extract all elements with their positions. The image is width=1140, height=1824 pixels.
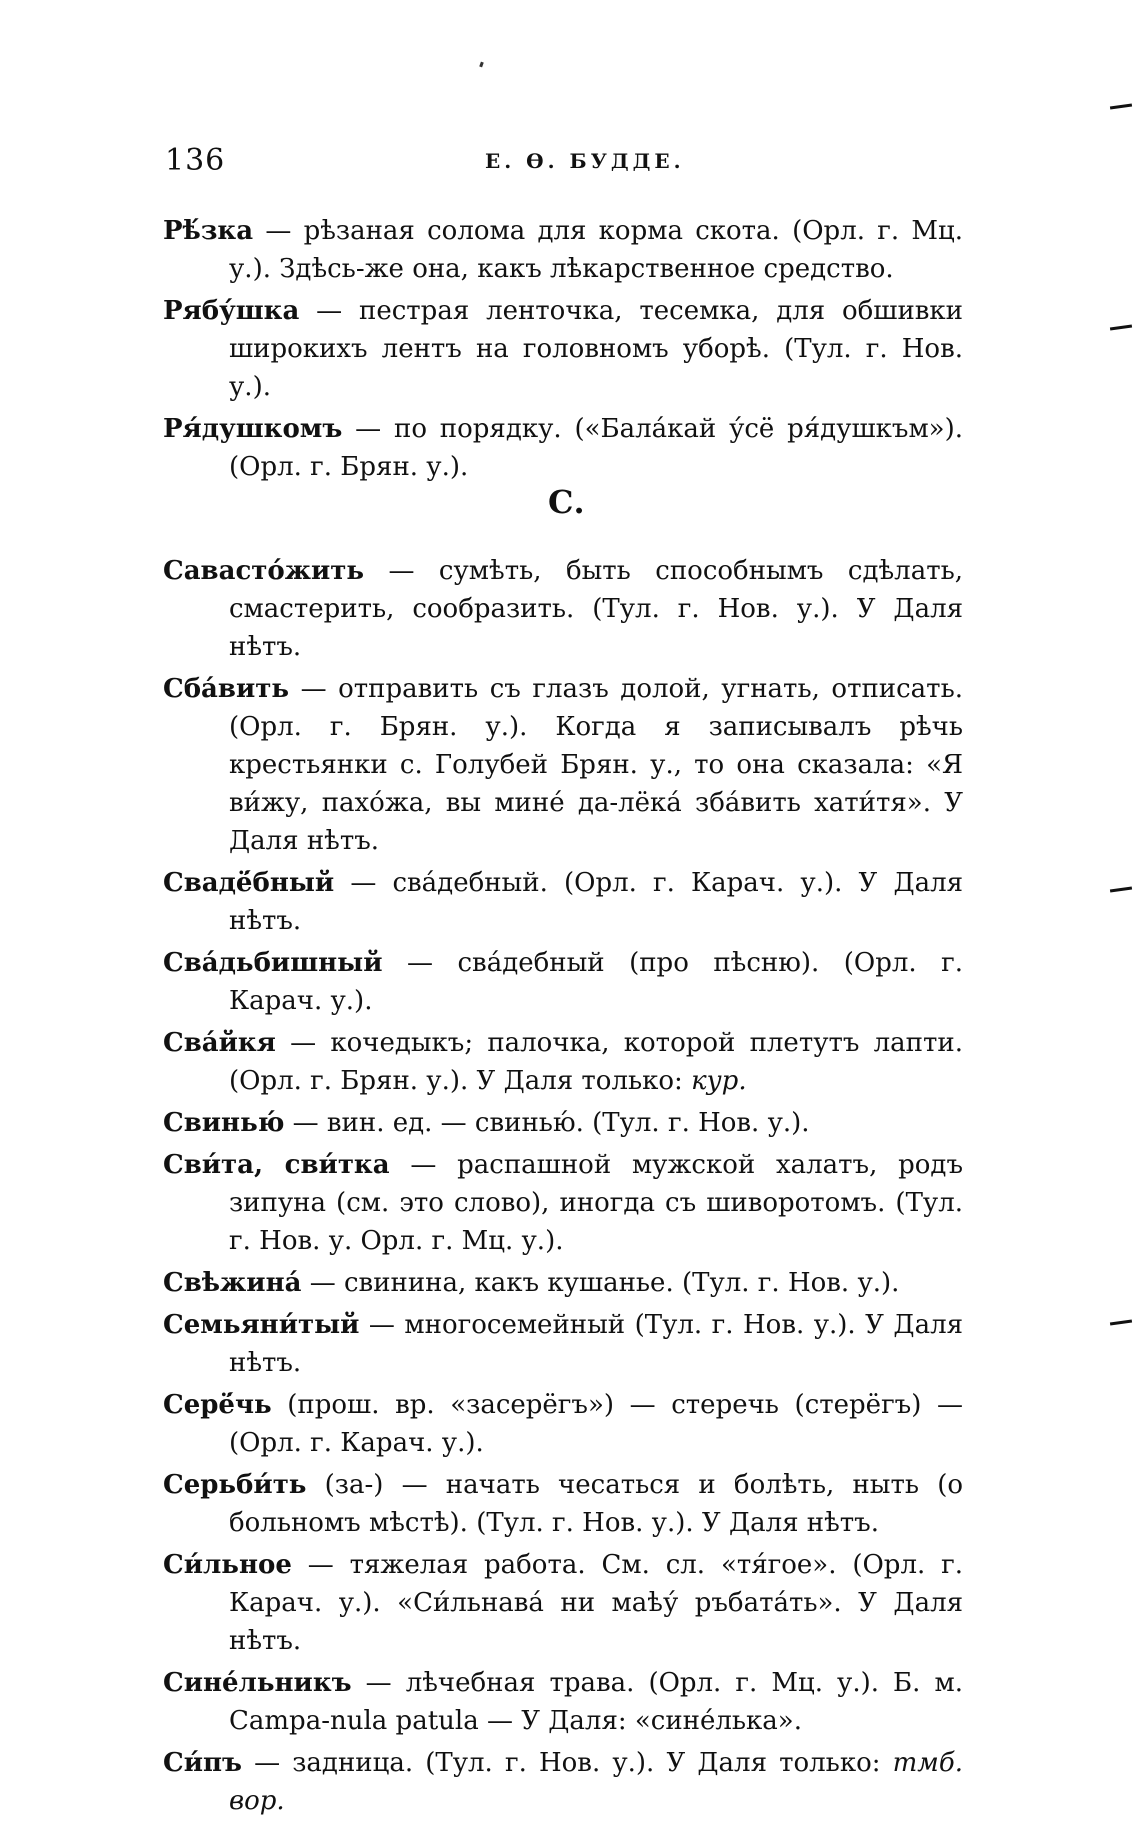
entry-definition: — свинина, какъ кушанье. (Тул. г. Нов. у.). xyxy=(301,1268,900,1298)
margin-scan-mark xyxy=(1110,1319,1132,1325)
entry-headword: Свадё́бный xyxy=(163,868,335,898)
entries-section-s xyxy=(163,552,963,1824)
dictionary-entry xyxy=(163,212,963,288)
running-head: Е. Ѳ. БУДДЕ. xyxy=(485,149,685,173)
entry-definition: (прош. вр. «засерёгъ») — стеречь (стерёгъ) — (Орл. г. Карач. у.). xyxy=(229,1390,963,1458)
dictionary-entry xyxy=(163,1546,963,1660)
entries-before-section xyxy=(163,212,963,490)
section-letter: С. xyxy=(548,483,585,521)
entry-headword: Си́пъ xyxy=(163,1748,242,1778)
entry-definition: — тяжелая работа. См. сл. «тя́гое». (Орл. г. Карач. у.). «Си́льнава́ ни маѣу́ ръбата́ть». У Даля нѣтъ. xyxy=(229,1550,963,1656)
entry-definition: — вин. ед. — свинью́. (Тул. г. Нов. у.). xyxy=(284,1108,810,1138)
margin-scan-mark xyxy=(1110,103,1132,109)
entry-definition: — распашной мужской халатъ, родъ зипуна (см. это слово), иногда съ шиворотомъ. (Тул. г. Нов. у. Орл. г. Мц. у.). xyxy=(229,1150,963,1256)
entry-headword: Ря́душкомъ xyxy=(163,414,343,444)
entry-definition: — лѣчебная трава. (Орл. г. Мц. у.). Б. м. Campa-nula patula — У Даля: «сине́лька». xyxy=(229,1668,963,1736)
entry-definition: — сва́дебный. (Орл. г. Карач. у.). У Даля нѣтъ. xyxy=(229,868,963,936)
entry-headword: Семьяни́тый xyxy=(163,1310,360,1340)
entry-headword: Рѣ́зка xyxy=(163,216,254,246)
dictionary-entry xyxy=(163,410,963,486)
dictionary-entry xyxy=(163,1104,963,1142)
margin-scan-mark xyxy=(1110,886,1132,892)
entry-headword: Сва́дьбишный xyxy=(163,948,383,978)
dictionary-entry xyxy=(163,944,963,1020)
entry-headword: Си́льное xyxy=(163,1550,292,1580)
entry-definition: — сва́дебный (про пѣсню). (Орл. г. Карач. у.). xyxy=(229,948,963,1016)
scan-speck xyxy=(479,62,484,68)
dictionary-entry xyxy=(163,292,963,406)
entry-headword: Сва́йкя xyxy=(163,1028,276,1058)
entry-headword: Серё́чь xyxy=(163,1390,272,1420)
entry-headword: Серьби́ть xyxy=(163,1470,307,1500)
dictionary-entry xyxy=(163,864,963,940)
entry-definition: (за-) — начать чесаться и болѣть, ныть (о больномъ мѣстѣ). (Тул. г. Нов. у.). У Даля нѣтъ. xyxy=(229,1470,963,1538)
entry-headword: Савасто́жить xyxy=(163,556,365,586)
page-number: 136 xyxy=(165,143,226,178)
entry-headword: Сви́та, сви́тка xyxy=(163,1150,390,1180)
dictionary-entry xyxy=(163,1306,963,1382)
entry-definition: — сумѣть, быть способнымъ сдѣлать, смастерить, сообразить. (Тул. г. Нов. у.). У Даля нѣтъ. xyxy=(229,556,963,662)
entry-definition: — по порядку. («Бала́кай у́сё ря́душкъм»). (Орл. г. Брян. у.). xyxy=(229,414,963,482)
entry-definition: — многосемейный (Тул. г. Нов. у.). У Даля нѣтъ. xyxy=(229,1310,963,1378)
margin-scan-mark xyxy=(1110,324,1132,330)
entry-headword: Сине́льникъ xyxy=(163,1668,352,1698)
dictionary-entry xyxy=(163,1664,963,1740)
entry-definition: — рѣзаная солома для корма скота. (Орл. г. Мц. у.). Здѣсь-же она, какъ лѣкарственное средство. xyxy=(229,216,963,284)
dictionary-entry xyxy=(163,1386,963,1462)
dictionary-entry xyxy=(163,1264,963,1302)
entry-definition: — отправить съ глазъ долой, угнать, отписать. (Орл. г. Брян. у.). Когда я записывалъ рѣчь крестьянки с. Голубей Брян. у., то она сказала: «Я ви́жу, пахо́жа, вы мине́ да-лёка́ зба́вить хати́тя». У Даля нѣтъ. xyxy=(229,674,963,856)
dictionary-entry xyxy=(163,1466,963,1542)
dictionary-entry xyxy=(163,552,963,666)
dictionary-entry xyxy=(163,1146,963,1260)
entry-headword: Рябу́шка xyxy=(163,296,300,326)
entry-italic-note: кур. xyxy=(691,1066,747,1096)
page-header xyxy=(165,143,965,183)
dictionary-entry xyxy=(163,1744,963,1820)
dictionary-entry xyxy=(163,1024,963,1100)
entry-headword: Свѣжина́ xyxy=(163,1268,302,1298)
entry-headword: Сба́вить xyxy=(163,674,289,704)
entry-definition: — задница. (Тул. г. Нов. у.). У Даля только: xyxy=(241,1748,893,1778)
dictionary-entry xyxy=(163,670,963,860)
entry-italic-note: тмб. вор. xyxy=(229,1748,963,1816)
entry-definition: — кочедыкъ; палочка, которой плетутъ лапти. (Орл. г. Брян. у.). У Даля только: xyxy=(229,1028,963,1096)
entry-headword: Свинью́ xyxy=(163,1108,285,1138)
entry-definition: — пестрая ленточка, тесемка, для обшивки широкихъ лентъ на головномъ уборѣ. (Тул. г. Нов. у.). xyxy=(229,296,963,402)
